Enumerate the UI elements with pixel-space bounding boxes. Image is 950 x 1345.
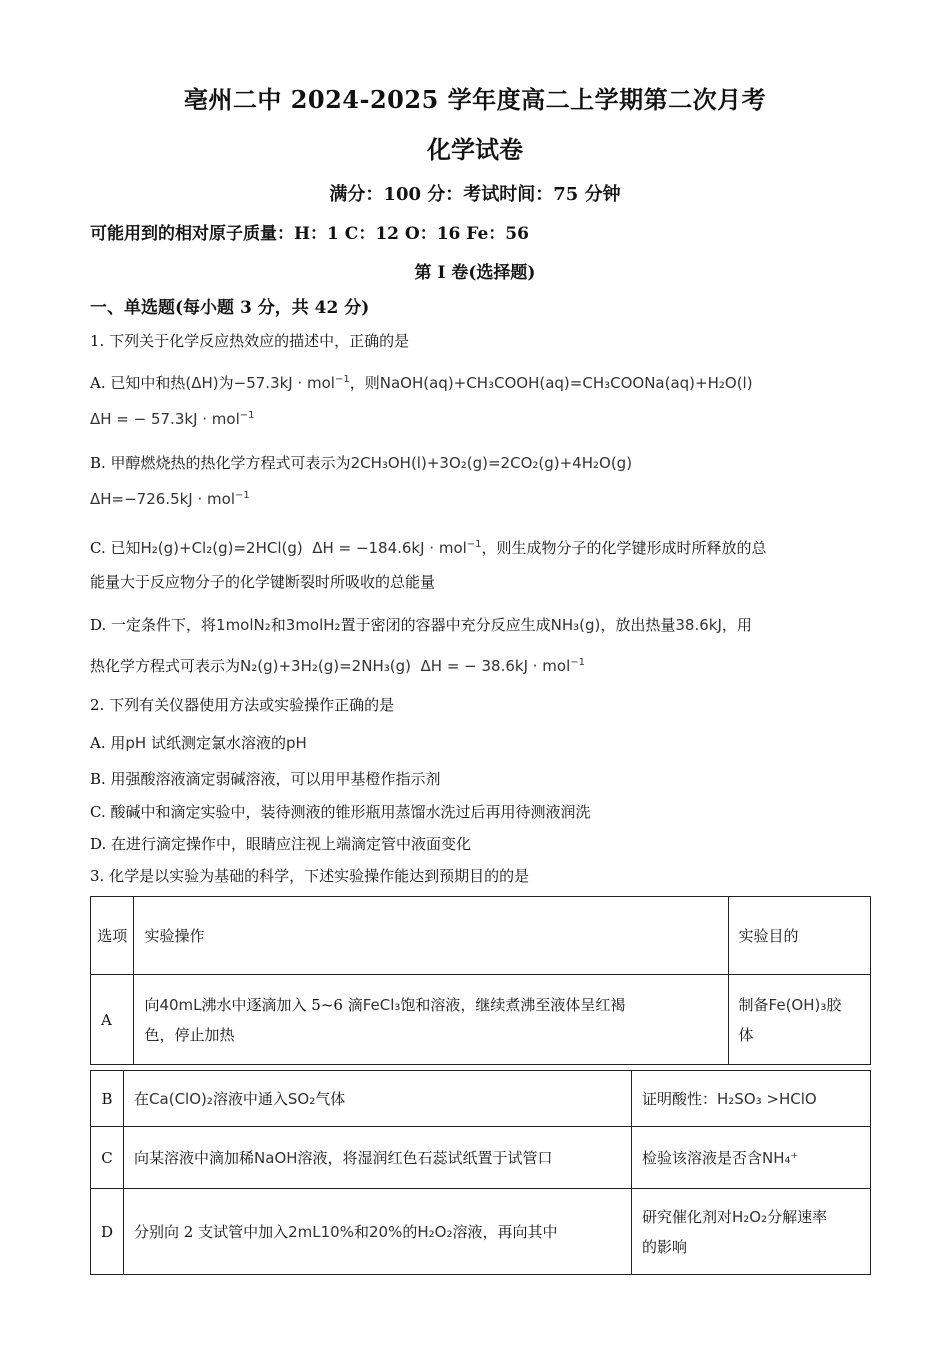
row-d-label: D (91, 1189, 124, 1275)
score-time: 满分：100 分：考试时间：75 分钟 (329, 184, 621, 205)
q2-option-a: A. 用pH 试纸测定氯水溶液的pH (90, 734, 307, 752)
q1-c-line2: 能量大于反应物分子的化学键断裂时所吸收的总能量 (90, 573, 436, 591)
q3-table-part1 (90, 896, 871, 1065)
row-b-goal: 证明酸性：H₂SO₃ >HClO (632, 1071, 871, 1127)
table-row (91, 897, 871, 975)
atomic-mass: 可能用到的相对原子质量：H：1 C：12 O：16 Fe：56 (90, 224, 529, 244)
q1-d-text4: ，放出热量 (600, 616, 676, 634)
q1-d-line2: 热化学方程式可表示为N₂(g)+3H₂(g)=2NH₃(g) ΔH = − 38.6kJ · mol$^{-1}$ (90, 657, 586, 675)
row-a-goal: 制备Fe(OH)₃胶 体 (728, 975, 870, 1065)
row-c-label: C (91, 1127, 124, 1189)
row-c-operation: 向某溶液中滴加稀NaOH溶液，将湿润红色石蕊试纸置于试管口 (124, 1127, 632, 1189)
row-b-operation: 在Ca(ClO)₂溶液中通入SO₂气体 (124, 1071, 632, 1127)
q1-option-d (90, 614, 752, 635)
q1-b-text1: B. 甲醇燃烧热的热化学方程式可表示为 (90, 454, 351, 472)
table-row (91, 975, 871, 1065)
q2-stem: 2. 下列有关仪器使用方法或实验操作正确的是 (90, 696, 395, 714)
q1-d-heat: 38.6kJ (675, 616, 722, 634)
q1-d-text2: 和 (270, 616, 286, 634)
q1-stem: 1. 下列关于化学反应热效应的描述中，正确的是 (90, 332, 410, 350)
q1-d-nh3: NH₃(g) (550, 616, 601, 634)
header-goal: 实验目的 (728, 897, 870, 975)
q1-b-line2: ΔH=−726.5kJ · mol$^{-1}$ (90, 490, 250, 508)
q1-a-line2: ΔH = − 57.3kJ · mol$^{-1}$ (90, 410, 255, 428)
q1-d-equation: N₂(g)+3H₂(g)=2NH₃(g) (240, 657, 411, 675)
table-row (91, 1127, 871, 1189)
q1-option-b (90, 452, 632, 473)
row-a-operation: 向40mL沸水中逐滴加入 5~6 滴FeCl₃饱和溶液，继续煮沸至液体呈红褐 色，停止加热 (134, 975, 728, 1065)
q1-c-equation: H₂(g)+Cl₂(g)=2HCl(g) (140, 539, 303, 557)
q1-d-h2: 3molH₂ (285, 616, 341, 634)
row-d-operation: 分别向 2 支试管中加入2mL10%和20%的H₂O₂溶液，再向其中 (124, 1189, 632, 1275)
q2-a-ph2: pH (285, 734, 307, 752)
q1-option-a (90, 372, 753, 393)
table-row (91, 1189, 871, 1275)
exam-subject: 化学试卷 (427, 135, 523, 164)
q1-a-text3: ，则 (349, 374, 380, 392)
q1-option-c (90, 537, 767, 558)
q2-a-ph1: pH (125, 734, 147, 752)
q2-option-c: C. 酸碱中和滴定实验中，装待测液的锥形瓶用蒸馏水洗过后再用待测液润洗 (90, 803, 591, 821)
row-b-label: B (91, 1071, 124, 1127)
exam-title: 亳州二中 2024-2025 学年度高二上学期第二次月考 (183, 85, 767, 114)
q3-table-part2 (90, 1070, 871, 1275)
row-c-goal: 检验该溶液是否含NH₄⁺ (632, 1127, 871, 1189)
header-operation: 实验操作 (134, 897, 728, 975)
q1-a-value: −57.3kJ · mol$^{-1}$ (233, 374, 350, 392)
q1-c-dh: ΔH = −184.6kJ · mol$^{-1}$ (312, 539, 482, 557)
q1-c-text2: ，则生成物分子的化学键形成时所释放的总 (481, 539, 767, 557)
header-option: 选项 (91, 897, 134, 975)
row-d-goal: 研究催化剂对H₂O₂分解速率 的影响 (632, 1189, 871, 1275)
q1-a-dh: (ΔH) (185, 374, 219, 392)
q1-d-n2: 1molN₂ (216, 616, 271, 634)
q1-a-equation: NaOH(aq)+CH₃COOH(aq)=CH₃COONa(aq)+H₂O(l) (379, 374, 753, 392)
q2-option-b: B. 用强酸溶液滴定弱碱溶液，可以用甲基橙作指示剂 (90, 770, 441, 788)
q2-option-d: D. 在进行滴定操作中，眼睛应注视上端滴定管中液面变化 (90, 835, 472, 853)
q1-a-text1: A. 已知中和热 (90, 374, 186, 392)
row-a-label: A (91, 975, 134, 1065)
volume-heading: 第 I 卷(选择题) (414, 263, 536, 283)
q1-d-text5: ，用 (721, 616, 752, 634)
q1-a-text2: 为 (218, 374, 234, 392)
q1-d-text1: D. 一定条件下，将 (90, 616, 217, 634)
table-row (91, 1071, 871, 1127)
q1-c-text1: C. 已知 (90, 539, 141, 557)
q1-d-dh: ΔH = − 38.6kJ · mol$^{-1}$ (420, 657, 586, 675)
q1-d-text3: 置于密闭的容器中充分反应生成 (340, 616, 551, 634)
q3-stem: 3. 化学是以实验为基础的科学，下述实验操作能达到预期目的的是 (90, 867, 530, 885)
q1-b-equation: 2CH₃OH(l)+3O₂(g)=2CO₂(g)+4H₂O(g) (350, 454, 633, 472)
section-heading: 一、单选题(每小题 3 分，共 42 分) (90, 298, 370, 318)
